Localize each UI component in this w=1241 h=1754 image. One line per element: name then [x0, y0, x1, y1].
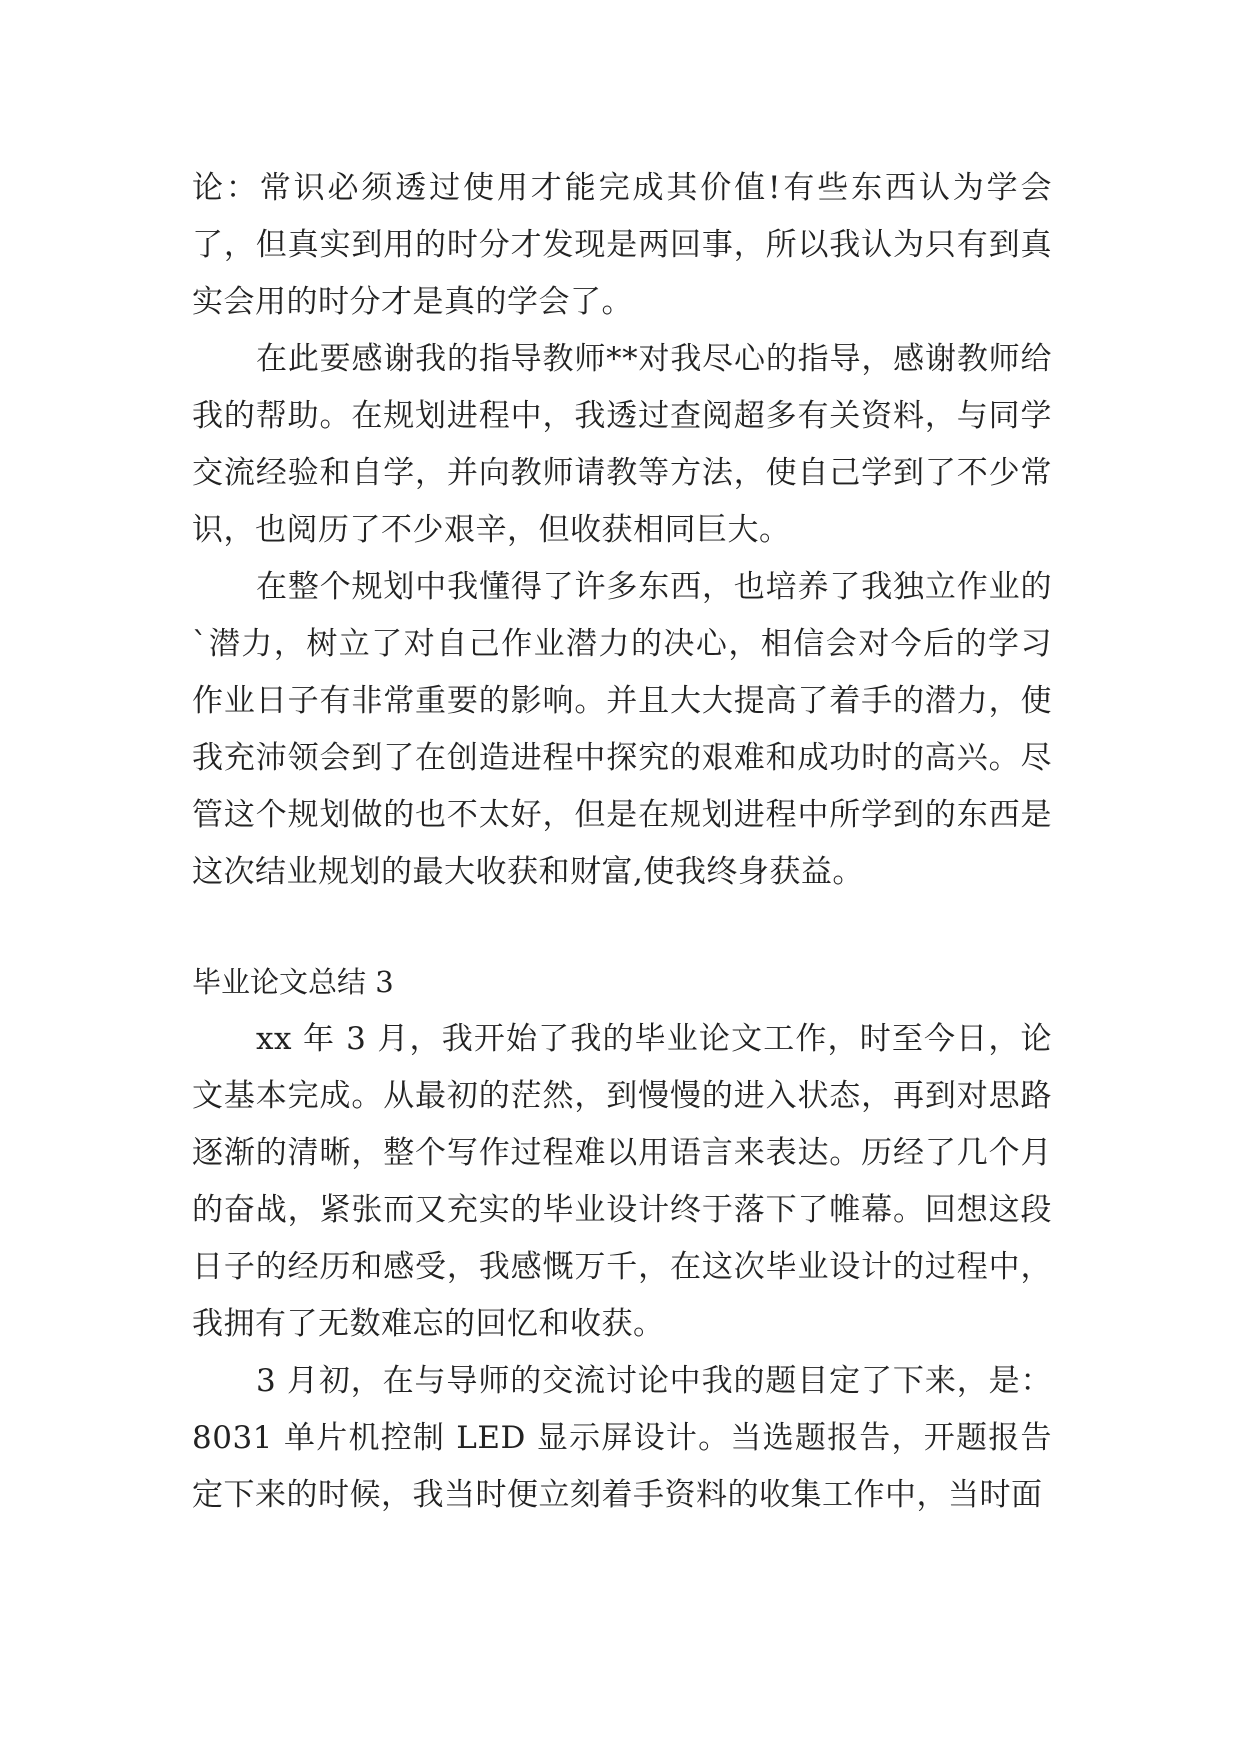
- paragraph-continued: 论：常识必须透过使用才能完成其价值!有些东西认为学会了，但真实到用的时分才发现是两回事，所以我认为只有到真实会用的时分才是真的学会了。: [192, 170, 1052, 320]
- section-heading: 毕业论文总结 3: [192, 965, 394, 999]
- paragraph-acknowledgement: 在此要感谢我的指导教师**对我尽心的指导，感谢教师给我的帮助。在规划进程中，我透过查阅超多有关资料，与同学交流经验和自学，并向教师请教等方法，使自己学到了不少常识，也阅历了不少艰辛，但收获相同巨大。: [192, 341, 1052, 548]
- paragraph-topic: 3 月初，在与导师的交流讨论中我的题目定了下来，是：8031 单片机控制 LED 显示屏设计。当选题报告，开题报告定下来的时候，我当时便立刻着手资料的收集工作中，当时面: [192, 1363, 1052, 1513]
- paragraph-intro: xx 年 3 月，我开始了我的毕业论文工作，时至今日，论文基本完成。从最初的茫然，到慢慢的进入状态，再到对思路逐渐的清晰，整个写作过程难以用语言来表达。历经了几个月的奋战，紧张而又充实的毕业设计终于落下了帷幕。回想这段日子的经历和感受，我感慨万千，在这次毕业设计的过程中，我拥有了无数难忘的回忆和收获。: [192, 1021, 1052, 1342]
- document-body: [192, 160, 1052, 1524]
- paragraph-reflection: 在整个规划中我懂得了许多东西，也培养了我独立作业的`潜力，树立了对自己作业潜力的决心，相信会对今后的学习作业日子有非常重要的影响。并且大大提高了着手的潜力，使我充沛领会到了在创造进程中探究的艰难和成功时的高兴。尽管这个规划做的也不太好，但是在规划进程中所学到的东西是这次结业规划的最大收获和财富,使我终身获益。: [192, 569, 1052, 890]
